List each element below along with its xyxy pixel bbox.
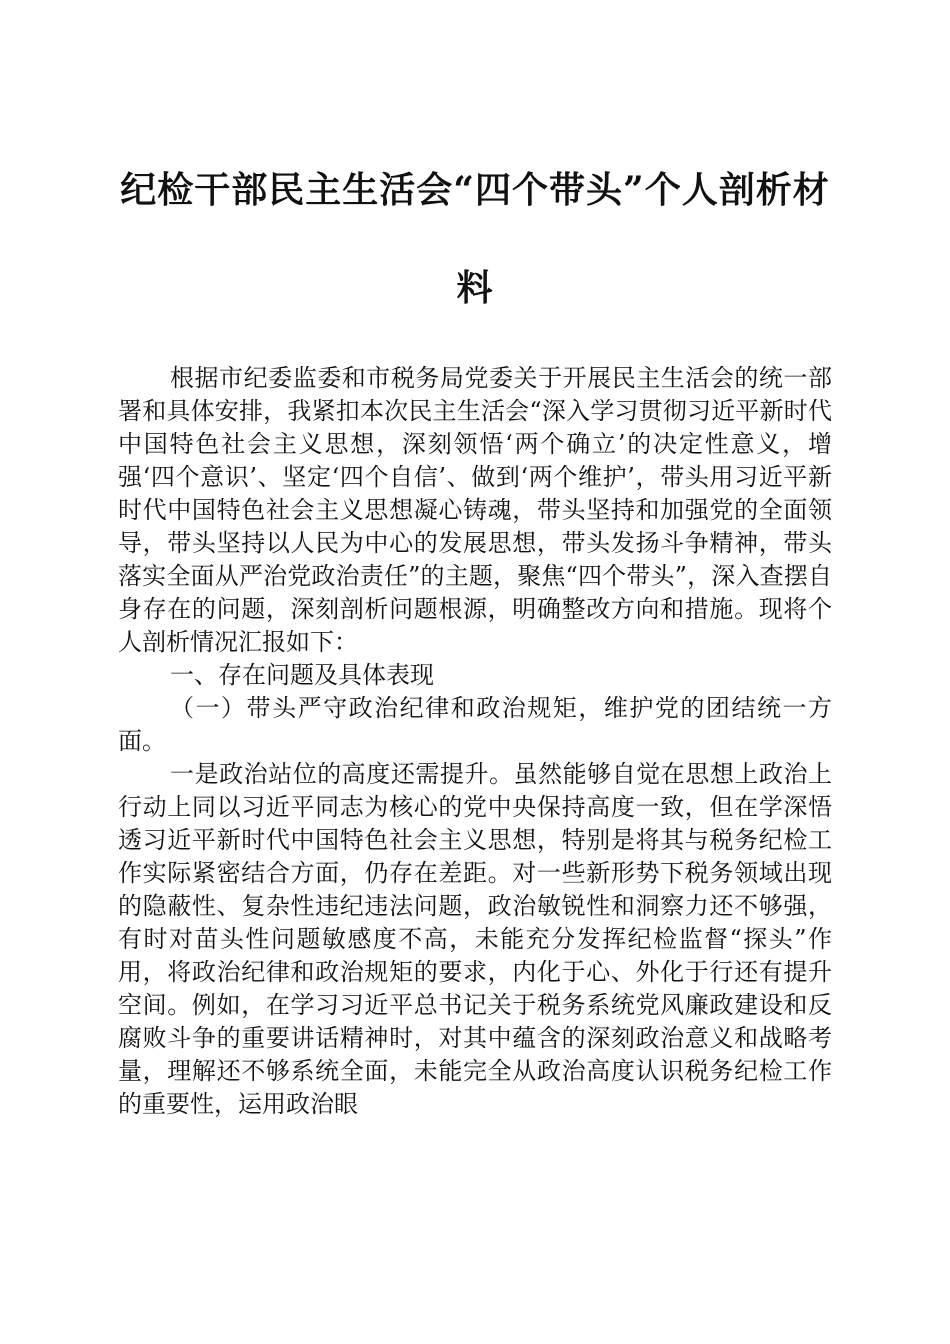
body-paragraph: 一是政治站位的高度还需提升。虽然能够自觉在思想上政治上行动上同以习近平同志为核心的党中央保持高度一致，但在学深悟透习近平新时代中国特色社会主义思想，特别是将其与税务纪检工作实际紧密结合方面，仍存在差距。对一些新形势下税务领域出现的隐蔽性、复杂性违纪违法问题，政治敏锐性和洞察力还不够强，有时对苗头性问题敏感度不高，未能充分发挥纪检监督“探头”作用，将政治纪律和政治规矩的要求，内化于心、外化于行还有提升空间。例如，在学习习近平总书记关于税务系统党风廉政建设和反腐败斗争的重要讲话精神时，对其中蕴含的深刻政治意义和战略考量，理解还不够系统全面，未能完全从政治高度认识税务纪检工作的重要性，运用政治眼 — [118, 760, 832, 1118]
document-title-line-2: 料 — [456, 267, 494, 309]
section-heading: 一、存在问题及具体表现 — [170, 661, 434, 689]
document-body — [118, 362, 832, 1121]
intro-paragraph: 根据市纪委监委和市税务局党委关于开展民主生活会的统一部署和具体安排，我紧扣本次民主生活会“深入学习贯彻习近平新时代中国特色社会主义思想，深刻领悟‘两个确立’的决定性意义，增强‘四个意识’、坚定‘四个自信’、做到‘两个维护’，带头用习近平新时代中国特色社会主义思想凝心铸魂，带头坚持和加强党的全面领导，带头坚持以人民为中心的发展思想，带头发扬斗争精神，带头落实全面从严治党政治责任”的主题，聚焦“四个带头”，深入查摆自身存在的问题，深刻剖析问题根源，明确整改方向和措施。现将个人剖析情况汇报如下： — [118, 364, 832, 656]
subsection-heading: （一）带头严守政治纪律和政治规矩，维护党的团结统一方面。 — [118, 694, 832, 755]
document-title-line-1: 纪检干部民主生活会“四个带头”个人剖析材 — [120, 169, 830, 211]
